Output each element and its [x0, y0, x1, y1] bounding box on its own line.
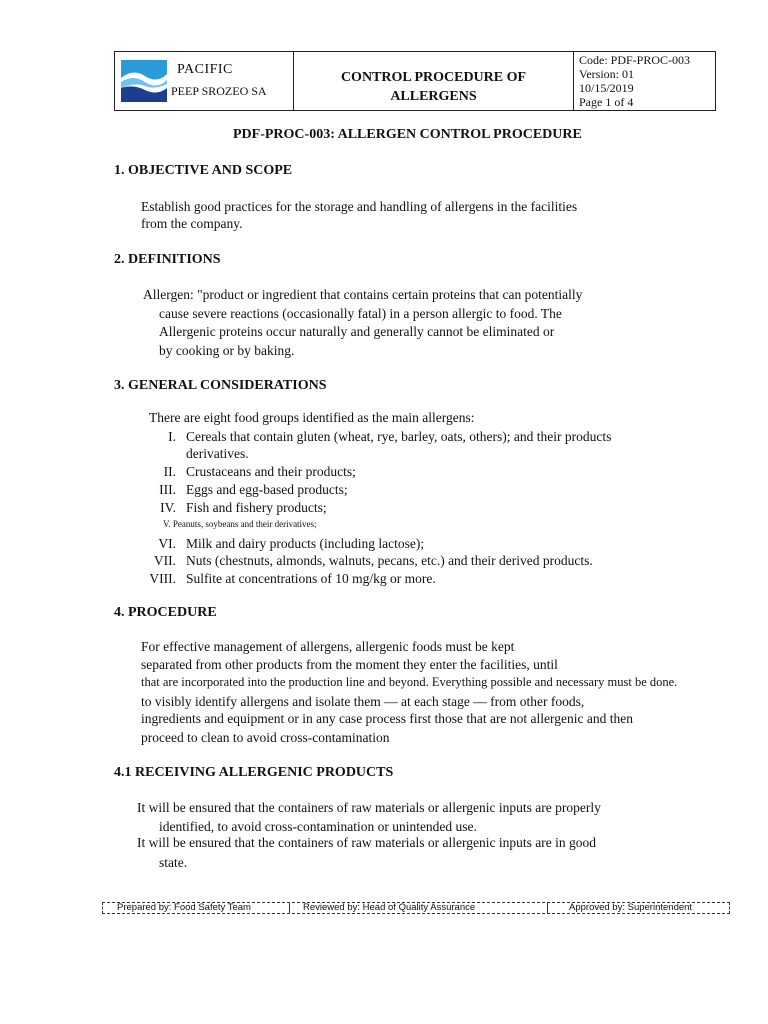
list-text: Milk and dairy products (including lactose); — [186, 536, 425, 551]
paragraph-line: identified, to avoid cross-contamination or unintended use. — [159, 819, 477, 834]
doc-date: 10/15/2019 — [579, 81, 634, 95]
doc-version: Version: 01 — [579, 67, 634, 81]
list-number: III. — [159, 482, 176, 497]
list-text: Peanuts, soybeans and their derivatives; — [172, 519, 317, 529]
list-number: V. — [163, 519, 171, 529]
document-meta — [579, 53, 690, 109]
list-text: Fish and fishery products; — [186, 500, 327, 515]
header-divider — [573, 52, 574, 110]
list-number: II. — [163, 464, 176, 479]
doc-page: Page 1 of 4 — [579, 95, 634, 109]
list-item-small — [163, 519, 317, 529]
list-number: I. — [168, 429, 176, 444]
reviewed-by: Reviewed by: Head of Quality Assurance — [303, 902, 476, 913]
list-number: VI. — [158, 536, 176, 551]
list-text: Crustaceans and their products; — [186, 464, 356, 479]
list-item-continuation: derivatives. — [186, 446, 249, 461]
logo-subtitle: PEEP SROZEO SA — [171, 84, 267, 98]
paragraph-line: Establish good practices for the storage and handling of allergens in the facilities — [141, 199, 578, 214]
paragraph-line: separated from other products from the moment they enter the facilities, until — [141, 657, 558, 672]
list-text: Eggs and egg-based products; — [186, 482, 348, 497]
section-heading-receiving: 4.1 RECEIVING ALLERGENIC PRODUCTS — [114, 765, 394, 780]
paragraph-line: proceed to clean to avoid cross-contamination — [141, 730, 390, 745]
section-heading-general-considerations: 3. GENERAL CONSIDERATIONS — [114, 378, 327, 393]
approval-footer — [102, 902, 730, 914]
section-heading-procedure: 4. PROCEDURE — [114, 605, 217, 620]
paragraph-line: by cooking or by baking. — [159, 343, 295, 358]
list-number: VIII. — [149, 571, 176, 586]
doc-code: Code: PDF-PROC-003 — [579, 53, 691, 67]
paragraph-line: It will be ensured that the containers of raw materials or allergenic inputs are in good — [137, 835, 596, 850]
footer-divider — [547, 903, 548, 913]
paragraph-line: to visibly identify allergens and isolate them — at each stage — from other foods, — [141, 694, 585, 709]
list-text: Nuts (chestnuts, almonds, walnuts, pecans, etc.) and their derived products. — [186, 553, 593, 568]
wave-logo-icon — [121, 60, 167, 102]
list-number: VII. — [153, 553, 176, 568]
definition-allergen — [143, 287, 582, 303]
logo-name: PACIFIC — [177, 62, 233, 77]
header-title-line1: CONTROL PROCEDURE OF — [340, 70, 527, 85]
footer-divider — [289, 903, 290, 913]
list-text: Cereals that contain gluten (wheat, rye, barley, oats, others); and their products — [186, 429, 612, 444]
paragraph-line: from the company. — [141, 216, 243, 231]
paragraph-line: that are incorporated into the production line and beyond. Everything possible and necessary must be done. — [141, 675, 678, 689]
header-title-line2: ALLERGENS — [390, 89, 477, 104]
paragraph-line: It will be ensured that the containers of raw materials or allergenic inputs are properly — [137, 800, 601, 815]
section-heading-objective: 1. OBJECTIVE AND SCOPE — [114, 163, 293, 178]
document-title: PDF-PROC-003: ALLERGEN CONTROL PROCEDURE — [233, 127, 582, 142]
approved-by: Approved by: Superintendent — [569, 902, 693, 913]
paragraph-line: Allergen: "product or ingredient that contains certain proteins that can potentially — [143, 287, 583, 302]
paragraph-line: cause severe reactions (occasionally fatal) in a person allergic to food. The — [159, 306, 562, 321]
header-title — [294, 68, 573, 106]
prepared-by: Prepared by: Food Safety Team — [117, 902, 251, 913]
company-logo — [119, 58, 291, 104]
bullet-line — [137, 835, 596, 851]
section-heading-definitions: 2. DEFINITIONS — [114, 252, 221, 267]
document-header — [114, 51, 716, 111]
paragraph-line: ingredients and equipment or in any case process first those that are not allergenic and then — [141, 711, 633, 726]
list-number: IV. — [160, 500, 176, 515]
bullet-line — [137, 800, 601, 816]
paragraph-line: For effective management of allergens, allergenic foods must be kept — [141, 639, 515, 654]
paragraph-line: Allergenic proteins occur naturally and generally cannot be eliminated or — [159, 324, 555, 339]
paragraph-line: There are eight food groups identified as the main allergens: — [149, 410, 475, 425]
list-text: Sulfite at concentrations of 10 mg/kg or more. — [186, 571, 436, 586]
paragraph-line: state. — [159, 855, 188, 870]
